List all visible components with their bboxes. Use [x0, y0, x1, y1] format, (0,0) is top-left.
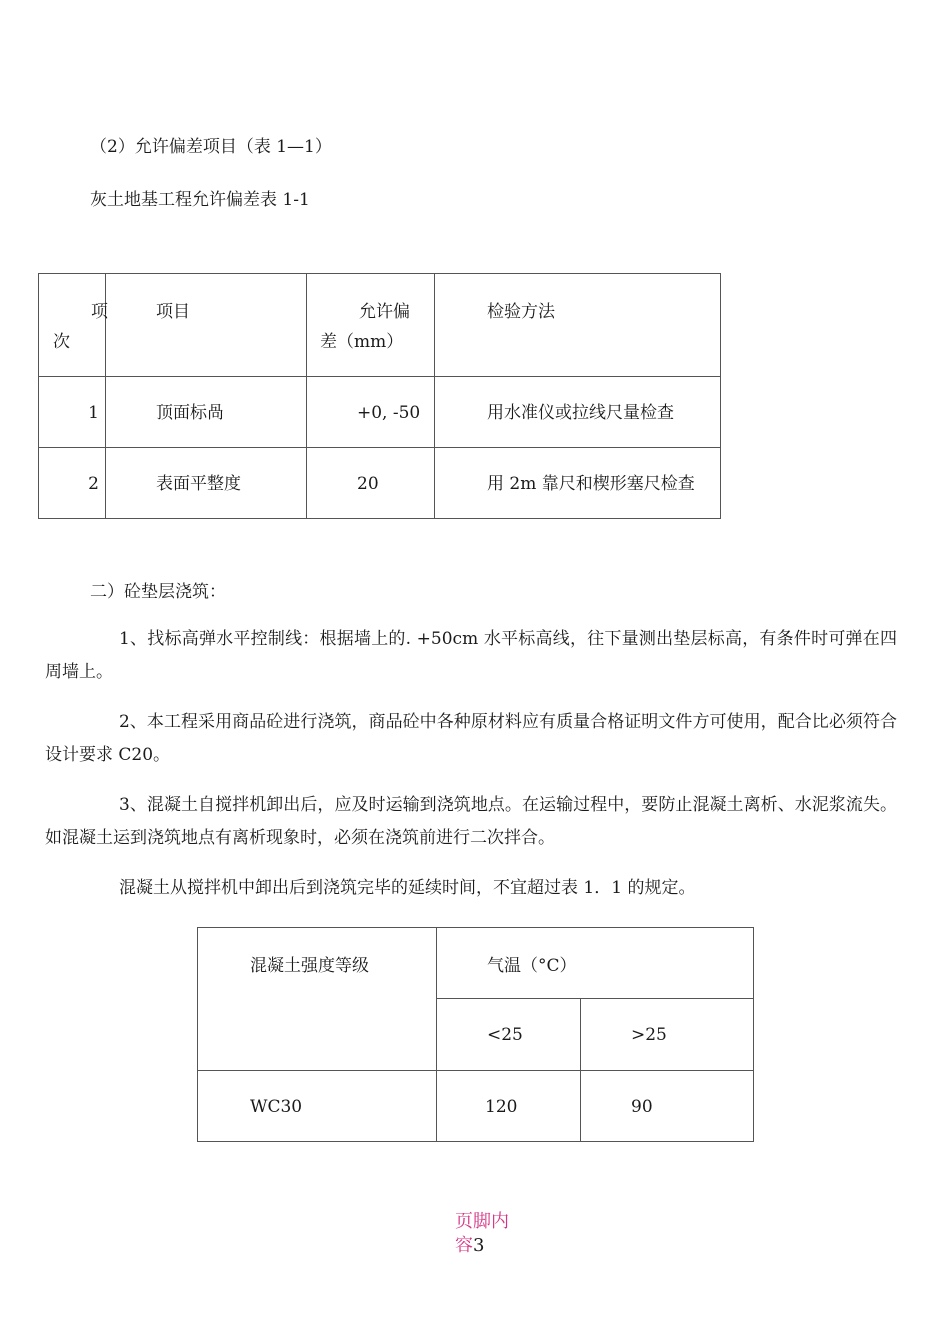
header-seq-cell: [39, 274, 106, 377]
header-seq-part1: 项: [91, 302, 108, 322]
row2-method-cell: [435, 448, 721, 519]
page-number: 3: [473, 1235, 485, 1256]
paragraph-1: 1、找标高弹水平控制线：根据墙上的. +50cm 水平标高线，往下量测出垫层标高，有条件时可弹在四周墙上。: [45, 629, 897, 682]
row1-seq: 1: [88, 403, 99, 423]
row2-method: 用 2m 靠尺和楔形塞尺检查: [487, 474, 695, 494]
row2-tolerance-cell: [307, 448, 435, 519]
sub-low-cell: [437, 999, 581, 1071]
paragraph-3: 3、混凝土自搅拌机卸出后，应及时运输到浇筑地点。在运输过程中，要防止混凝土离析、水泥浆流失。如混凝土运到浇筑地点有离析现象时，必须在浇筑前进行二次拌合。: [45, 795, 897, 848]
header-tolerance-part2: 差（mm）: [320, 332, 404, 352]
sub-low: <25: [487, 1025, 523, 1045]
header-temp: 气温（°C）: [487, 956, 577, 976]
footer-line2-text: 容: [455, 1235, 473, 1256]
row-low: 120: [485, 1097, 518, 1117]
row1-method: 用水准仪或拉线尺量检查: [487, 403, 674, 423]
header-tolerance-cell: [307, 274, 435, 377]
row2-item-cell: [106, 448, 307, 519]
sub-high: >25: [631, 1025, 667, 1045]
row2-seq: 2: [88, 474, 99, 494]
row1-item: 顶面标咼: [156, 403, 224, 423]
row1-tolerance-cell: [307, 377, 435, 448]
row1-item-cell: [106, 377, 307, 448]
row-high: 90: [631, 1097, 653, 1117]
row1-tolerance: +0, -50: [357, 403, 421, 423]
sub-high-cell: [581, 999, 754, 1071]
paragraph-2: 2、本工程采用商品砼进行浇筑，商品砼中各种原材料应有质量合格证明文件方可使用，配合比必须符合设计要求 C20。: [45, 712, 897, 765]
row2-seq-cell: [39, 448, 106, 519]
concrete-time-table: [197, 927, 754, 1142]
table-row: [39, 377, 721, 448]
table-header-row: [39, 274, 721, 377]
paragraph-4: 混凝土从搅拌机中卸出后到浇筑完毕的延续时间，不宜超过表 1．1 的规定。: [119, 878, 696, 898]
table1-caption: 灰土地基工程允许偏差表 1-1: [90, 190, 310, 210]
row1-method-cell: [435, 377, 721, 448]
header-tolerance-part1: 允许偏: [359, 302, 410, 322]
row-low-cell: [437, 1071, 581, 1142]
row-grade-cell: [198, 1071, 437, 1142]
row-grade: WC30: [250, 1097, 303, 1117]
header-item-cell: [106, 274, 307, 377]
row-high-cell: [581, 1071, 754, 1142]
header-method-cell: [435, 274, 721, 377]
header-seq-part2: 次: [53, 332, 70, 352]
section-title: 二）砼垫层浇筑：: [90, 582, 226, 602]
table-row: [198, 1071, 754, 1142]
row2-tolerance: 20: [357, 474, 379, 494]
header-grade: 混凝土强度等级: [250, 956, 369, 976]
row1-seq-cell: [39, 377, 106, 448]
table-row: [39, 448, 721, 519]
header-method: 检验方法: [487, 302, 555, 322]
footer-line2: [455, 1234, 525, 1258]
footer-line1: 页脚内: [455, 1211, 509, 1232]
page-footer: [455, 1210, 525, 1258]
header-item: 项目: [156, 302, 190, 322]
header-grade-cell: [198, 928, 437, 1071]
allowable-deviation-heading: （2）允许偏差项目（表 1—1）: [90, 137, 332, 157]
tolerance-table: [38, 273, 721, 519]
table2-header-row: [198, 928, 754, 999]
header-temp-cell: [437, 928, 754, 999]
row2-item: 表面平整度: [156, 474, 241, 494]
